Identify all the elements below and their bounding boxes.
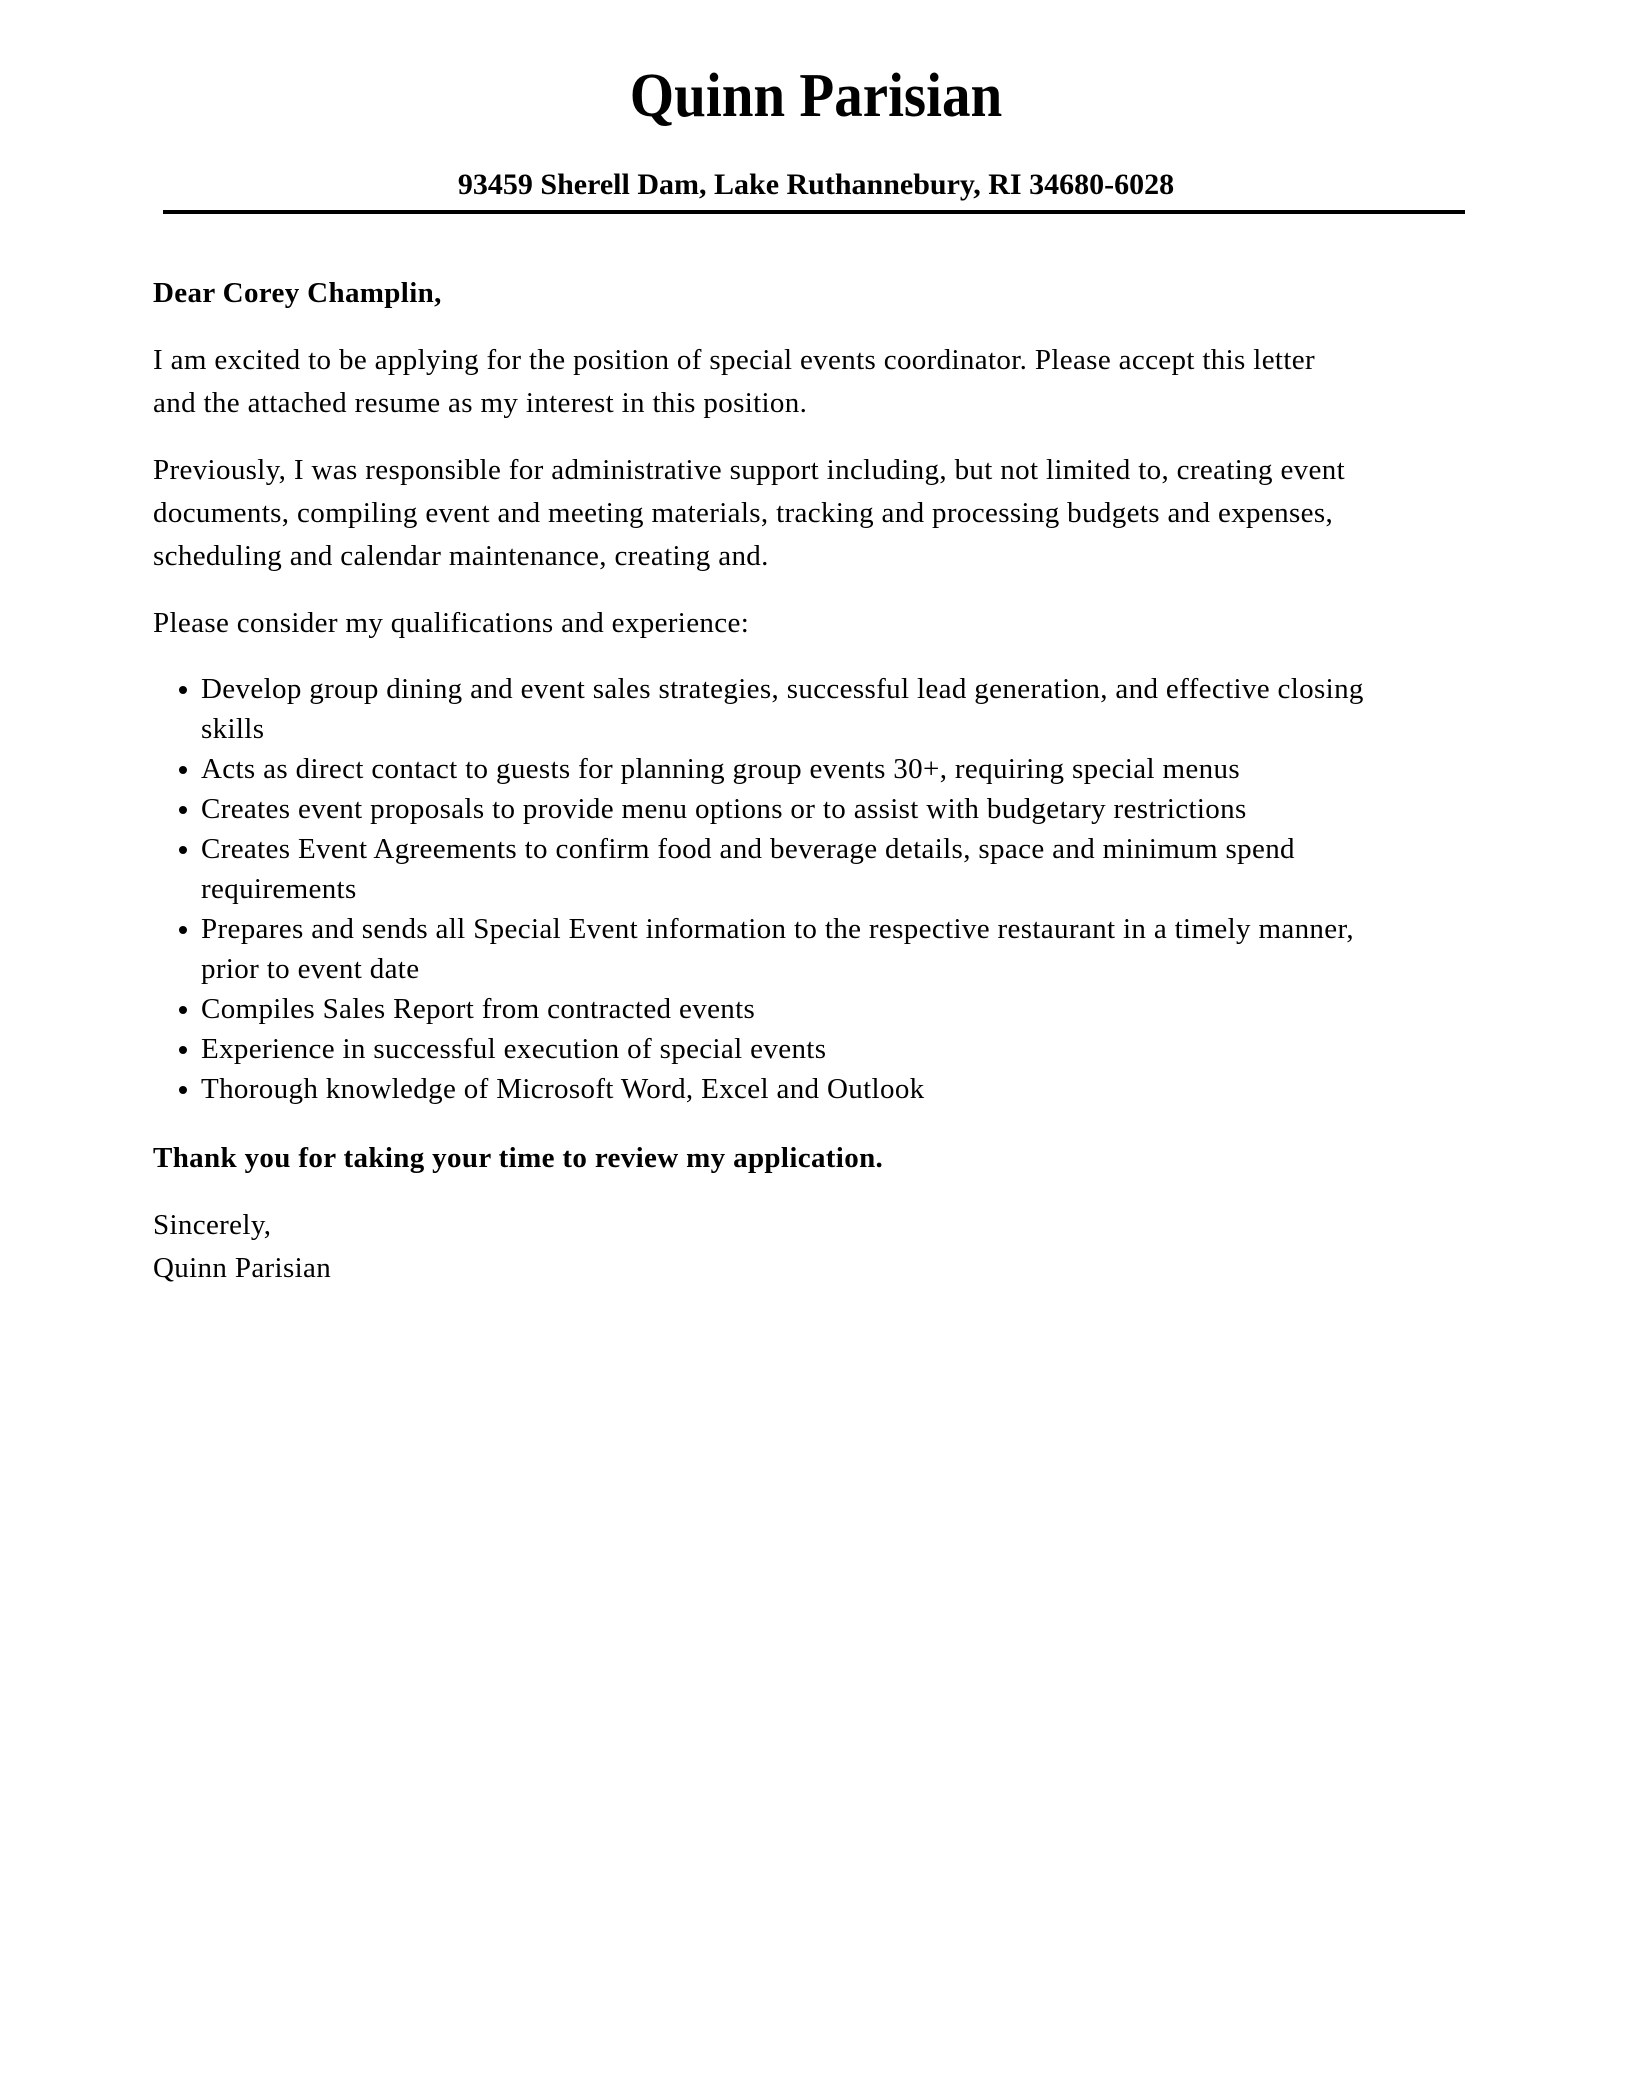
text-line: scheduling and calendar maintenance, creating and. [153,540,769,572]
text-line: Experience in successful execution of special events [201,1033,827,1065]
text-line: requirements [201,873,357,905]
list-item [153,909,1473,989]
list-item [153,829,1473,909]
closing: Sincerely, [153,1209,272,1241]
paragraph-intro [153,339,1473,425]
applicant-name: Quinn Parisian [629,62,1003,130]
text-line: Creates Event Agreements to confirm food and beverage details, space and minimum spend [201,833,1295,865]
text-line: Prepares and sends all Special Event information to the respective restaurant in a timely manner, [201,913,1354,945]
text-line: documents, compiling event and meeting materials, tracking and processing budgets and expenses, [153,497,1334,529]
text-line: Thorough knowledge of Microsoft Word, Excel and Outlook [201,1073,925,1105]
sign-off [153,1204,1473,1290]
text-line: Develop group dining and event sales strategies, successful lead generation, and effective closing [201,673,1364,705]
text-line: Compiles Sales Report from contracted events [201,993,756,1025]
list-item [153,789,1473,829]
greeting: Dear Corey Champlin, [153,277,442,309]
text-line: skills [201,713,265,745]
text-line: prior to event date [201,953,420,985]
thank-you-line: Thank you for taking your time to review my application. [153,1142,884,1174]
header-divider [163,210,1465,214]
qualifications-list [153,669,1473,1109]
list-item [153,1069,1473,1109]
text-line: Please consider my qualifications and experience: [153,607,750,639]
applicant-address: 93459 Sherell Dam, Lake Ruthannebury, RI 34680-6028 [457,168,1175,201]
qualifications-intro [153,602,1473,645]
list-item [153,1029,1473,1069]
paragraph-experience [153,449,1473,578]
list-item [153,749,1473,789]
signature: Quinn Parisian [153,1252,332,1284]
text-line: Previously, I was responsible for administrative support including, but not limited to, creating event [153,454,1345,486]
text-line: I am excited to be applying for the position of special events coordinator. Please accept this letter [153,344,1315,376]
list-item [153,669,1473,749]
text-line: Acts as direct contact to guests for planning group events 30+, requiring special menus [201,753,1240,785]
list-item [153,989,1473,1029]
text-line: Creates event proposals to provide menu options or to assist with budgetary restrictions [201,793,1247,825]
letter-body [153,272,1473,1290]
text-line: and the attached resume as my interest in this position. [153,387,808,419]
